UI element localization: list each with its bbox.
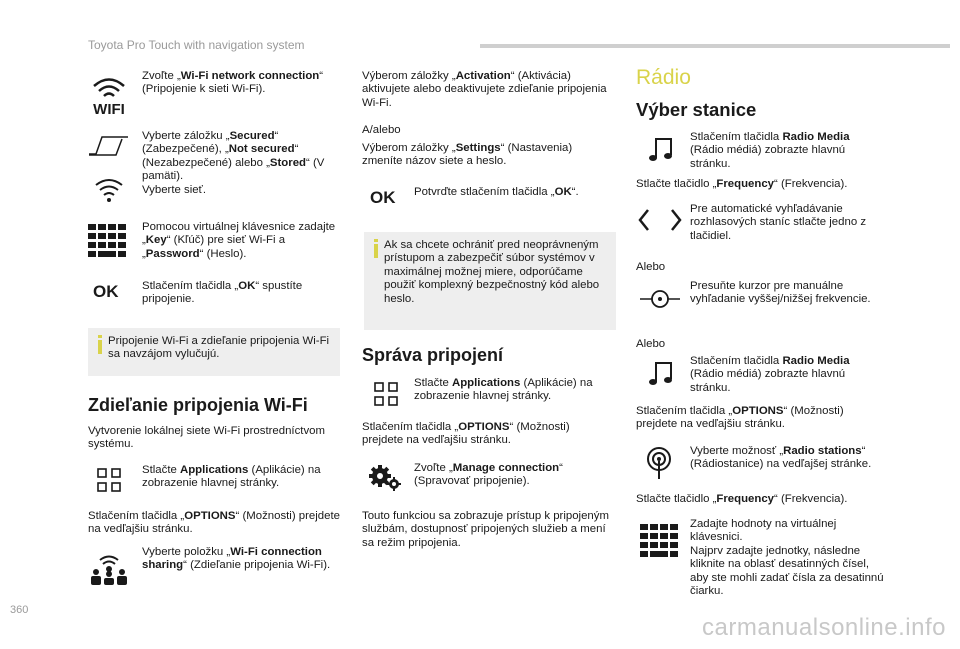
info-box: [364, 232, 616, 330]
col3-para-3: Pre automatické vyhľadávanie rozhlasových staníc stlačte jedno z tlačidiel.: [690, 203, 867, 242]
col3-para-9: Zadajte hodnoty na virtuálnej klávesnici. Najprv zadajte jednotky, následne kliknite na oblasť desatinných čísel, aby ste mohli zadať čísla za desatinnú čiarku.: [690, 518, 884, 598]
col2-para-4: Stlačte Applications (Aplikácie) na zobrazenie hlavnej stránky.: [414, 377, 593, 403]
col3-para-8: Stlačte tlačidlo „Frequency“ (Frekvencia).: [636, 493, 848, 505]
wifi-signal-icon: [94, 176, 124, 204]
music-note-icon: [648, 360, 674, 388]
col3-alebo-1: Alebo: [636, 261, 666, 273]
col3-para-4: Presuňte kurzor pre manuálne vyhľadanie vyššej/nižšej frekvencie.: [690, 280, 871, 306]
col1-para-5: Vytvorenie lokálnej siete Wi-Fi prostredníctvom systému.: [88, 425, 325, 451]
keyboard-icon: [640, 524, 678, 558]
col2-para-3: Potvrďte stlačením tlačidla „OK“.: [414, 186, 579, 198]
music-note-icon: [648, 136, 674, 164]
col3-para-6: Stlačením tlačidla „OPTIONS“ (Možnosti) prejdete na vedľajšiu stránku.: [636, 405, 844, 431]
gears-icon: [368, 464, 402, 492]
col3-para-1: Stlačením tlačidla Radio Media (Rádio médiá) zobrazte hlavnú stránku.: [690, 131, 850, 170]
ok-icon: OK: [370, 188, 396, 207]
arrows-icon: [638, 208, 682, 232]
col3-para-7: Vyberte možnosť „Radio stations“ (Rádiostanice) na vedľajšej stránke.: [690, 445, 872, 471]
col2-para-2: Výberom záložky „Settings“ (Nastavenia) zmeníte názov siete a heslo.: [362, 142, 573, 168]
connection-sharing-icon: [88, 552, 130, 586]
col1-para-2: Vyberte záložku „Secured“ (Zabezpečené), „Not secured“ (Nezabezpečené) alebo „Stored“ (V pamäti). Vyberte sieť.: [142, 130, 325, 196]
col1-para-3: Pomocou virtuálnej klávesnice zadajte „Key“ (Kľúč) pre sieť Wi-Fi a „Password“ (Heslo).: [142, 221, 336, 260]
col2-para-5: Stlačením tlačidla „OPTIONS“ (Možnosti) prejdete na vedľajšiu stránku.: [362, 421, 570, 447]
watermark: carmanualsonline.info: [702, 614, 946, 641]
col1-para-4: Stlačením tlačidla „OK“ spustíte pripojenie.: [142, 280, 303, 306]
tuning-slider-icon: [640, 287, 680, 311]
col2-para-1: Výberom záložky „Activation“ (Aktivácia) aktivujete alebo deaktivujete zdieľanie pripojenia Wi-Fi.: [362, 70, 607, 109]
page-title: Rádio: [636, 66, 691, 89]
header-divider: [480, 44, 950, 48]
section-heading: Správa pripojení: [362, 345, 504, 365]
col1-para-7: Stlačením tlačidla „OPTIONS“ (Možnosti) prejdete na vedľajšiu stránku.: [88, 510, 340, 536]
col2-aalebo: A/alebo: [362, 124, 401, 136]
radio-station-icon: [644, 446, 674, 480]
info-icon: [98, 335, 102, 338]
ok-icon: OK: [93, 282, 119, 301]
col3-alebo-2: Alebo: [636, 338, 666, 350]
col1-para-6: Stlačte Applications (Aplikácie) na zobrazenie hlavnej stránky.: [142, 464, 321, 490]
section-heading: Zdieľanie pripojenia Wi-Fi: [88, 395, 308, 415]
col2-para-6: Zvoľte „Manage connection“ (Spravovať pripojenie).: [414, 462, 563, 488]
info-text: Ak sa chcete ochrániť pred neoprávneným prístupom a zabezpečiť súbor systémov v maximálnej možnej miere, odporúčame použiť komplexný bezpečnostný kód alebo heslo.: [384, 239, 600, 305]
running-header: Toyota Pro Touch with navigation system: [88, 38, 305, 52]
col3-para-5: Stlačením tlačidla Radio Media (Rádio médiá) zobrazte hlavnú stránku.: [690, 355, 850, 394]
apps-grid-icon: [374, 382, 398, 406]
col3-para-2: Stlačte tlačidlo „Frequency“ (Frekvencia).: [636, 178, 848, 190]
wifi-label: WIFI: [93, 101, 125, 116]
col1-para-1: Zvoľte „Wi-Fi network connection“ (Pripojenie k sieti Wi-Fi).: [142, 70, 324, 96]
info-text: Pripojenie Wi-Fi a zdieľanie pripojenia Wi-Fi sa navzájom vylučujú.: [108, 335, 330, 361]
apps-grid-icon: [97, 468, 121, 492]
tab-icon: [88, 134, 130, 158]
info-box: [88, 328, 340, 376]
wifi-icon: [88, 74, 130, 116]
info-icon: [374, 239, 378, 242]
section-heading: Výber stanice: [636, 99, 757, 120]
col1-para-8: Vyberte položku „Wi-Fi connection sharing“ (Zdieľanie pripojenia Wi-Fi).: [142, 546, 331, 572]
col2-para-7: Touto funkciou sa zobrazuje prístup k pripojeným službám, dostupnosť pripojených služieb a mení sa režim pripojenia.: [362, 510, 609, 549]
keyboard-icon: [88, 224, 126, 258]
page-number: 360: [10, 604, 29, 616]
